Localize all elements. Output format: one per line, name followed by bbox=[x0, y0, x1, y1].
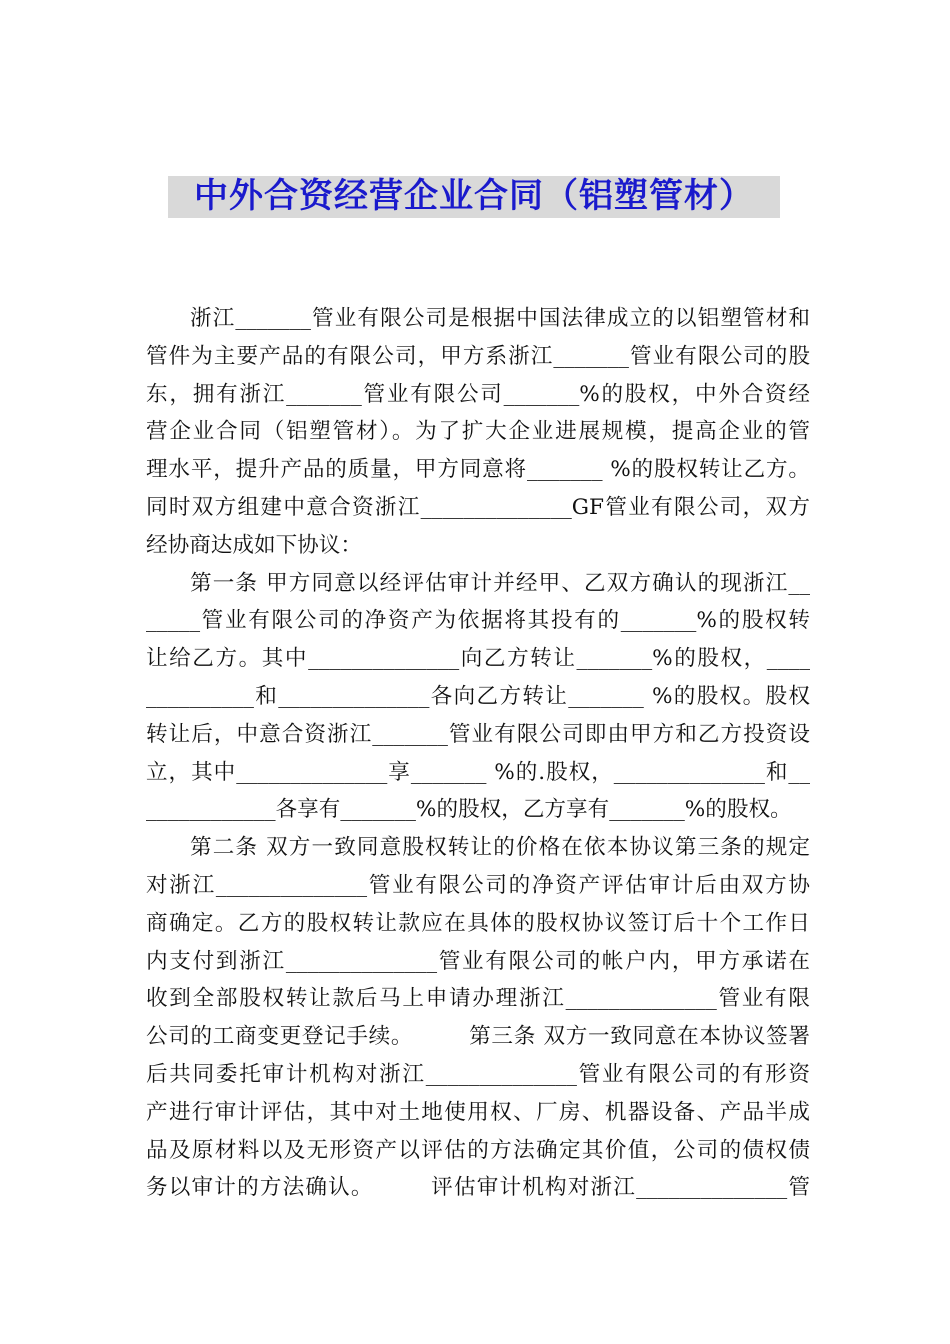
paragraph-line: _____管业有限公司的净资产为依据将其投有的_______%的股权转 bbox=[146, 608, 810, 634]
document-body bbox=[146, 300, 810, 1207]
document-title: 中外合资经营企业合同（铝塑管材） bbox=[194, 176, 754, 216]
paragraph-line: 东，拥有浙江_______管业有限公司_______%的股权，中外合资经 bbox=[146, 381, 810, 407]
paragraph-line: 务以审计的方法确认。 评估审计机构对浙江______________管 bbox=[146, 1175, 810, 1201]
paragraph-line: __________和______________各向乙方转让_______ %的股权。股权 bbox=[146, 683, 810, 709]
paragraph-line: 第一条 甲方同意以经评估审计并经甲、乙双方确认的现浙江__ bbox=[190, 570, 810, 596]
paragraph-line: 营企业合同（铝塑管材）。为了扩大企业进展规模，提高企业的管 bbox=[146, 419, 810, 445]
paragraph-line: 浙江_______管业有限公司是根据中国法律成立的以铝塑管材和 bbox=[190, 306, 810, 331]
paragraph-line: 商确定。乙方的股权转让款应在具体的股权协议签订后十个工作日 bbox=[146, 910, 810, 936]
paragraph-line: 对浙江______________管业有限公司的净资产评估审计后由双方协 bbox=[146, 872, 810, 898]
paragraph-line: 同时双方组建中意合资浙江______________GF管业有限公司，双方 bbox=[146, 494, 810, 520]
paragraph-line: 管件为主要产品的有限公司，甲方系浙江_______管业有限公司的股 bbox=[146, 343, 810, 369]
paragraph-line: 后共同委托审计机构对浙江______________管业有限公司的有形资 bbox=[146, 1061, 810, 1087]
paragraph-line: 第二条 双方一致同意股权转让的价格在依本协议第三条的规定 bbox=[190, 835, 810, 861]
paragraph-line: ____________各享有_______%的股权，乙方享有_______%的股权。 bbox=[146, 797, 792, 823]
paragraph-line: 转让后，中意合资浙江_______管业有限公司即由甲方和乙方投资设 bbox=[146, 721, 810, 747]
paragraph-line: 理水平，提升产品的质量，甲方同意将_______ %的股权转让乙方。 bbox=[146, 457, 810, 483]
paragraph-line: 经协商达成如下协议： bbox=[146, 532, 362, 558]
paragraph-line: 内支付到浙江______________管业有限公司的帐户内，甲方承诺在 bbox=[146, 948, 810, 974]
paragraph-line: 让给乙方。其中______________向乙方转让_______%的股权，____ bbox=[146, 646, 810, 672]
paragraph-line: 公司的工商变更登记手续。 第三条 双方一致同意在本协议签署 bbox=[146, 1024, 810, 1050]
paragraph-line: 品及原材料以及无形资产以评估的方法确定其价值，公司的债权债 bbox=[146, 1137, 810, 1163]
paragraph-line: 立，其中______________享_______ %的.股权，______________和__ bbox=[146, 759, 810, 785]
paragraph-line: 收到全部股权转让款后马上申请办理浙江______________管业有限 bbox=[146, 986, 810, 1012]
paragraph-line: 产进行审计评估，其中对土地使用权、厂房、机器设备、产品半成 bbox=[146, 1099, 810, 1125]
